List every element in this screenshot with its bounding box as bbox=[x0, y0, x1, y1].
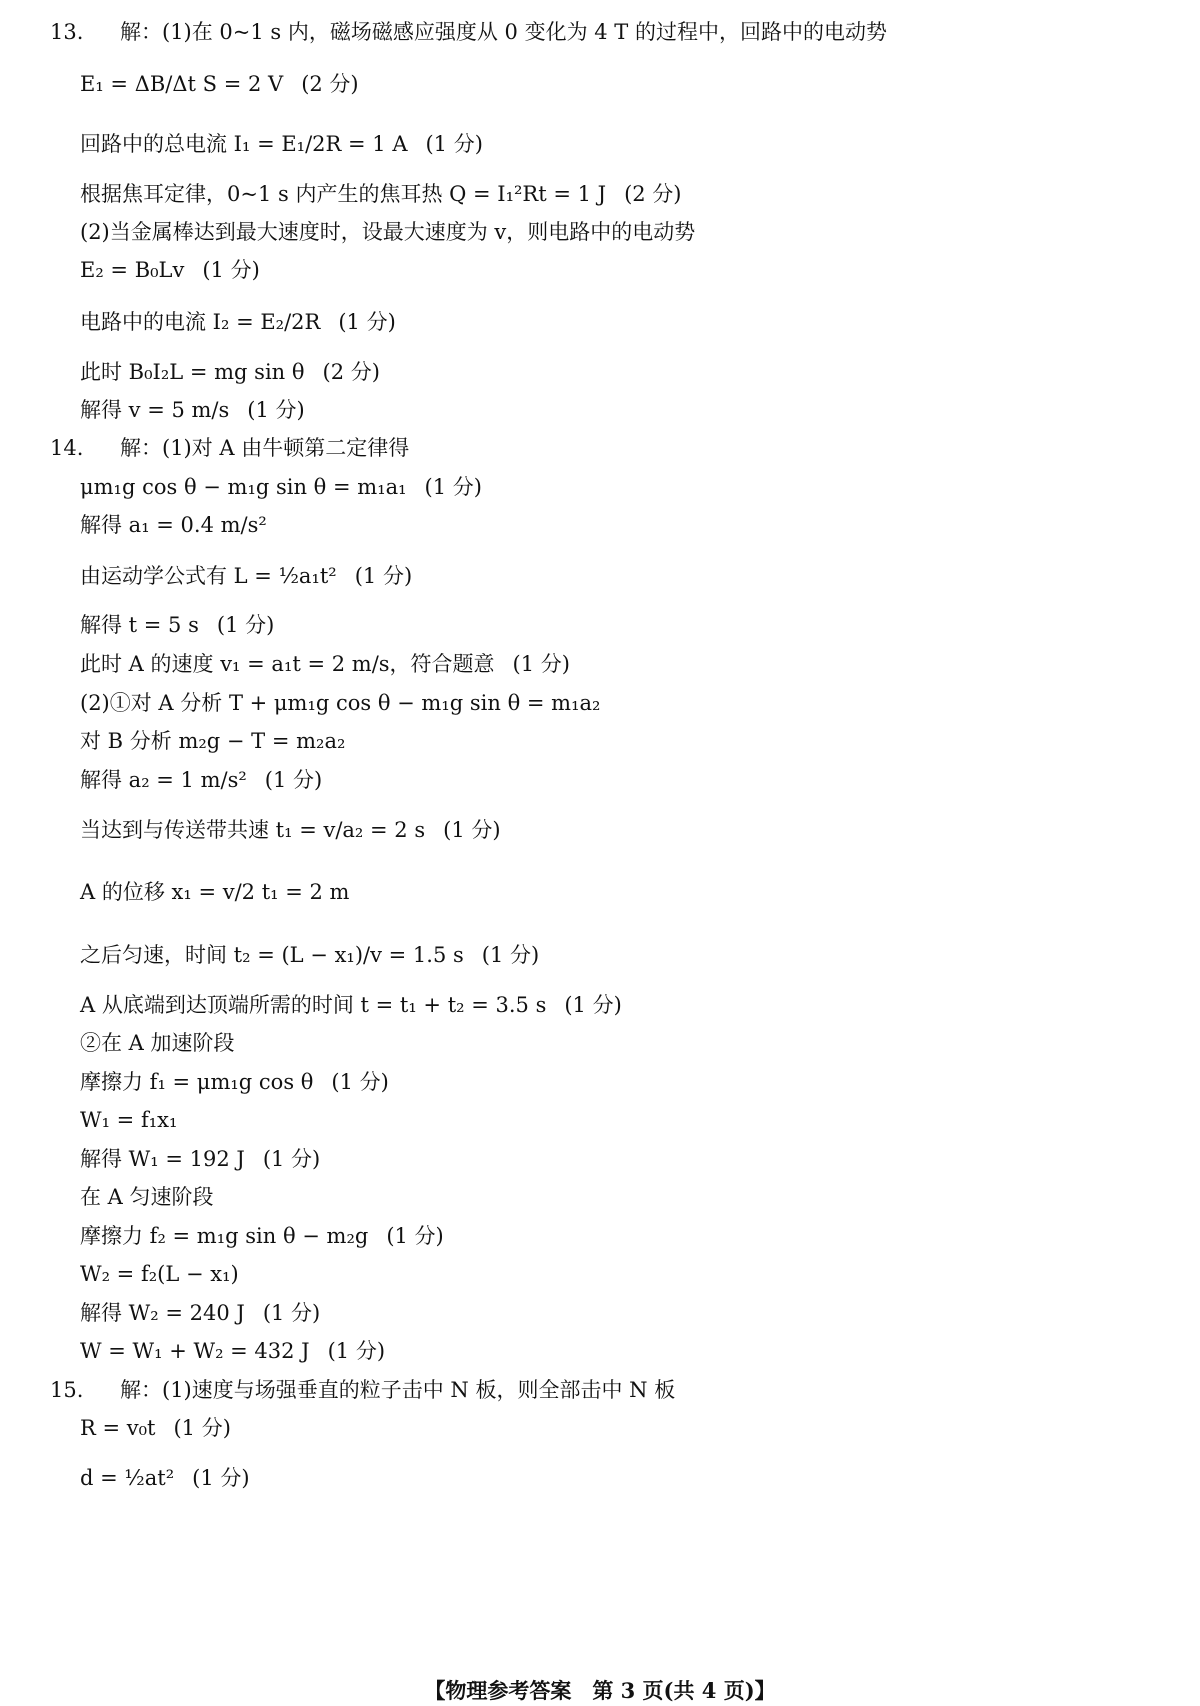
score: (2 分) bbox=[624, 182, 682, 206]
formula: W₁ = f₁x₁ bbox=[80, 1108, 178, 1132]
score: (1 分) bbox=[425, 132, 483, 156]
formula: 此时 A 的速度 v₁ = a₁t = 2 m/s，符合题意 bbox=[80, 652, 495, 676]
text: ②在 A 加速阶段 bbox=[80, 1031, 235, 1055]
formula: 解得 t = 5 s bbox=[80, 613, 199, 637]
line-d bbox=[80, 1464, 250, 1492]
q13-intro: 解：(1)在 0~1 s 内，磁场磁感应强度从 0 变化为 4 T 的过程中，回路中的电动势 bbox=[120, 20, 887, 44]
formula: 回路中的总电流 I₁ = E₁/2R = 1 A bbox=[80, 132, 408, 156]
line-balance bbox=[80, 358, 380, 386]
line-t1 bbox=[80, 816, 501, 844]
formula: 解得 W₁ = 192 J bbox=[80, 1147, 245, 1171]
line-w1 bbox=[80, 1145, 320, 1173]
line-part2 bbox=[80, 218, 695, 246]
formula: 之后匀速，时间 t₂ = (L − x₁)/v = 1.5 s bbox=[80, 943, 464, 967]
score: (1 分) bbox=[262, 1301, 321, 1325]
q15-intro: 解：(1)速度与场强垂直的粒子击中 N 板，则全部击中 N 板 bbox=[120, 1378, 676, 1402]
score: (1 分) bbox=[247, 398, 305, 422]
line-kinematics bbox=[80, 562, 412, 590]
formula: 根据焦耳定律，0~1 s 内产生的焦耳热 Q = I₁²Rt = 1 J bbox=[80, 182, 607, 206]
score: (2 分) bbox=[322, 360, 380, 384]
line-f2 bbox=[80, 1222, 444, 1250]
line-uniform-stage bbox=[80, 1183, 214, 1211]
line-a2 bbox=[80, 766, 322, 794]
line-i2 bbox=[80, 308, 396, 336]
score: (1 分) bbox=[481, 943, 540, 967]
formula: 此时 B₀I₂L = mg sin θ bbox=[80, 360, 305, 384]
formula: E₂ = B₀Lv bbox=[80, 258, 185, 282]
q14-header bbox=[50, 434, 409, 462]
score: (1 分) bbox=[564, 993, 622, 1017]
line-v bbox=[80, 396, 305, 424]
line-t bbox=[80, 611, 274, 639]
q15-number: 15. bbox=[50, 1378, 84, 1402]
score: (1 分) bbox=[327, 1339, 386, 1363]
line-e2 bbox=[80, 256, 260, 284]
formula: 摩擦力 f₂ = m₁g sin θ − m₂g bbox=[80, 1224, 369, 1248]
formula: A 的位移 x₁ = v/2 t₁ = 2 m bbox=[80, 880, 350, 904]
formula: (2)①对 A 分析 T + μm₁g cos θ − m₁g sin θ = m₁a₂ bbox=[80, 691, 601, 715]
score: (1 分) bbox=[386, 1224, 444, 1248]
formula: 解得 W₂ = 240 J bbox=[80, 1301, 245, 1325]
line-w2-def bbox=[80, 1260, 239, 1288]
formula: 电路中的电流 I₂ = E₂/2R bbox=[80, 310, 321, 334]
score: (1 分) bbox=[338, 310, 396, 334]
score: (1 分) bbox=[331, 1070, 389, 1094]
q13-header bbox=[50, 18, 887, 46]
line-f1 bbox=[80, 1068, 389, 1096]
q14-number: 14. bbox=[50, 436, 84, 460]
q13-number: 13. bbox=[50, 20, 84, 44]
line-a1 bbox=[80, 511, 267, 539]
formula: 解得 v = 5 m/s bbox=[80, 398, 230, 422]
score: (1 分) bbox=[202, 258, 260, 282]
line-i1 bbox=[80, 130, 483, 158]
formula: d = ½at² bbox=[80, 1466, 175, 1490]
formula: R = v₀t bbox=[80, 1416, 156, 1440]
formula: W₂ = f₂(L − x₁) bbox=[80, 1262, 239, 1286]
q15-header bbox=[50, 1376, 675, 1404]
formula: A 从底端到达顶端所需的时间 t = t₁ + t₂ = 3.5 s bbox=[80, 993, 547, 1017]
score: (1 分) bbox=[512, 652, 570, 676]
line-v1 bbox=[80, 650, 570, 678]
formula: E₁ = ΔB/Δt S = 2 V bbox=[80, 72, 284, 96]
formula: 由运动学公式有 L = ½a₁t² bbox=[80, 564, 337, 588]
score: (1 分) bbox=[264, 768, 323, 792]
text: (2)当金属棒达到最大速度时，设最大速度为 v，则电路中的电动势 bbox=[80, 220, 696, 244]
score: (1 分) bbox=[216, 613, 275, 637]
score: (1 分) bbox=[354, 564, 413, 588]
line-analysis-b bbox=[80, 727, 345, 755]
formula: 摩擦力 f₁ = μm₁g cos θ bbox=[80, 1070, 314, 1094]
line-analysis-a bbox=[80, 689, 600, 717]
score: (1 分) bbox=[443, 818, 501, 842]
line-q bbox=[80, 180, 682, 208]
line-newton bbox=[80, 473, 482, 501]
score: (1 分) bbox=[262, 1147, 321, 1171]
line-x1 bbox=[80, 878, 349, 906]
score: (1 分) bbox=[173, 1416, 231, 1440]
line-r bbox=[80, 1414, 231, 1442]
formula: 解得 a₁ = 0.4 m/s² bbox=[80, 513, 267, 537]
q14-intro: 解：(1)对 A 由牛顿第二定律得 bbox=[120, 436, 410, 460]
line-total-time bbox=[80, 991, 622, 1019]
formula: μm₁g cos θ − m₁g sin θ = m₁a₁ bbox=[80, 475, 407, 499]
line-t2 bbox=[80, 941, 539, 969]
line-w-total bbox=[80, 1337, 385, 1365]
page-footer: 【物理参考答案 第 3 页(共 4 页)】 bbox=[424, 1678, 776, 1703]
formula: 对 B 分析 m₂g − T = m₂a₂ bbox=[80, 729, 346, 753]
formula: W = W₁ + W₂ = 432 J bbox=[80, 1339, 310, 1363]
score: (1 分) bbox=[192, 1466, 250, 1490]
text: 在 A 匀速阶段 bbox=[80, 1185, 214, 1209]
score: (2 分) bbox=[301, 72, 359, 96]
formula: 当达到与传送带共速 t₁ = v/a₂ = 2 s bbox=[80, 818, 426, 842]
line-w1-def bbox=[80, 1106, 177, 1134]
score: (1 分) bbox=[424, 475, 482, 499]
line-w2 bbox=[80, 1299, 320, 1327]
line-e1 bbox=[80, 70, 359, 98]
formula: 解得 a₂ = 1 m/s² bbox=[80, 768, 247, 792]
line-accel-stage bbox=[80, 1029, 235, 1057]
